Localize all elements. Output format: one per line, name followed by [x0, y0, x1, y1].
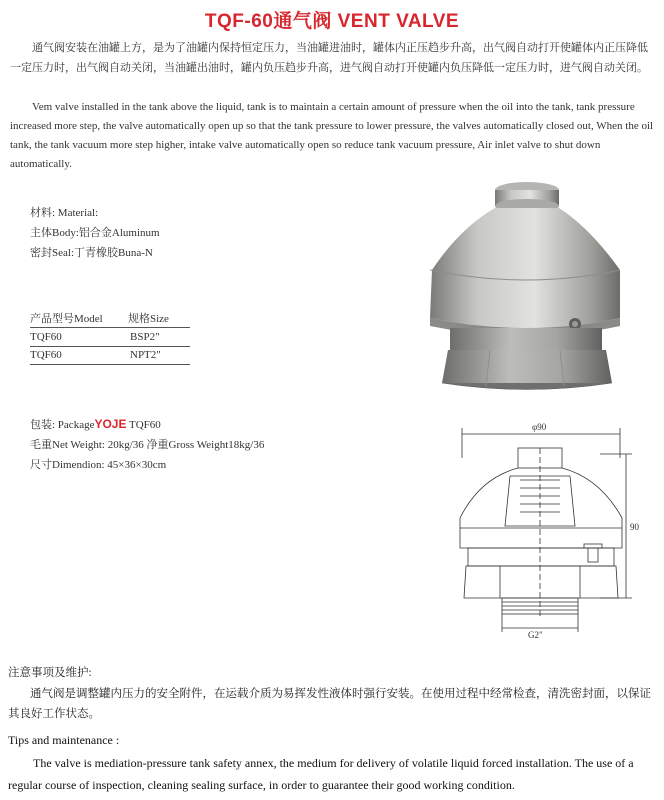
- table-cell-size-1: BSP2": [130, 331, 160, 343]
- table-cell-model-2: TQF60: [30, 349, 62, 361]
- brand-logo: YOJE: [94, 417, 127, 431]
- page-title: TQF-60通气阀 VENT VALVE: [204, 11, 460, 32]
- table-cell-size-2: NPT2": [130, 349, 161, 361]
- drawing-width-label: φ90: [532, 422, 547, 432]
- drawing-thread-label: G2": [528, 630, 543, 640]
- notes-heading: 注意事项及维护:: [8, 667, 92, 679]
- drawing-height-label: 90: [630, 522, 639, 532]
- table-rule: [30, 327, 190, 328]
- table-cell-model-1: TQF60: [30, 331, 62, 343]
- technical-drawing: [440, 418, 640, 640]
- package-line: [30, 416, 161, 432]
- material-seal: 密封Seal:丁青橡胶Buna-N: [30, 247, 153, 259]
- tips-heading: Tips and maintenance :: [8, 733, 120, 747]
- intro-english: Vem valve installed in the tank above the liquid, tank is to maintain a certain amount of pressure when the oil into the tank, tank pressure increased more step, the valve automatically open up so that the tank pressure to lower pressure, the valves automatically closed out, When the oil tank, the tank vacuum more step higher, intake valve automatically open so reduce tank vacuum pressure, Air inlet valve to shut down automatically.: [10, 101, 654, 170]
- table-rule: [30, 364, 190, 365]
- package-label: 包装: Package: [30, 419, 95, 431]
- material-body: 主体Body:铝合金Aluminum: [30, 227, 160, 239]
- table-header-model: 产品型号Model: [30, 313, 103, 325]
- tips-text: The valve is mediation-pressure tank safety annex, the medium for delivery of volatile liquid forced installation. The use of a regular course of inspection, cleaning sealing surface, in order to guarantee their good working condition.: [8, 756, 634, 792]
- intro-chinese: 通气阀安装在油罐上方，是为了油罐内保持恒定压力，当油罐进油时，罐体内正压趋步升高，出气阀自动打开使罐体内正压降低一定压力时，出气阀自动关闭，当油罐出油时，罐内负压趋步升高，进气阀自动打开使罐内负压降低一定压力时，进气阀自动关闭。: [10, 42, 648, 74]
- weight-info: 毛重Net Weight: 20kg/36 净重Gross Weight18kg/36: [30, 439, 265, 451]
- table-header-size: 规格Size: [128, 313, 169, 325]
- dimension-info: 尺寸Dimendion: 45×36×30cm: [30, 459, 167, 471]
- notes-text: 通气阀是调整罐内压力的安全附件，在运载介质为易挥发性液体时强行安装。在使用过程中经常检查，清洗密封面，以保证其良好工作状态。: [8, 688, 651, 720]
- package-model: TQF60: [126, 419, 161, 431]
- material-heading: 材料: Material:: [30, 207, 99, 219]
- product-photo: [420, 178, 630, 398]
- table-rule: [30, 346, 190, 347]
